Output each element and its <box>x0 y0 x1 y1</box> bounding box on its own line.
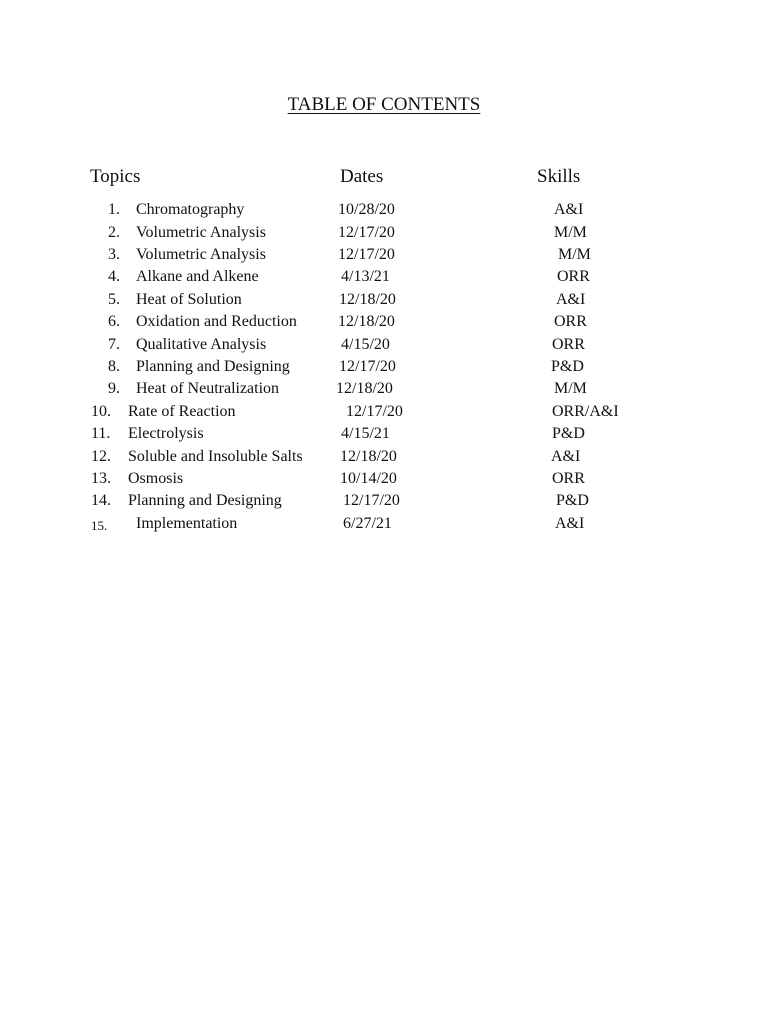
entry-skill: A&I <box>554 201 584 218</box>
entry-skill: P&D <box>556 492 589 509</box>
entry-topic: Osmosis <box>128 470 184 487</box>
entry-number: 6. <box>108 313 120 330</box>
entry-skill: ORR <box>554 313 587 330</box>
entry-topic: Rate of Reaction <box>128 403 236 420</box>
toc-row <box>0 291 768 313</box>
toc-row <box>0 492 768 514</box>
entry-skill: M/M <box>554 380 587 397</box>
entry-skill: A&I <box>556 291 586 308</box>
entry-number: 3. <box>108 246 120 263</box>
toc-row <box>0 246 768 268</box>
toc-row <box>0 380 768 402</box>
toc-row <box>0 358 768 380</box>
toc-row <box>0 336 768 358</box>
entry-skill: ORR/A&I <box>552 403 619 420</box>
entry-date: 12/17/20 <box>338 246 395 263</box>
entry-number: 7. <box>108 336 120 353</box>
entry-topic: Planning and Designing <box>128 492 282 509</box>
entry-date: 10/28/20 <box>338 201 395 218</box>
entry-date: 10/14/20 <box>340 470 397 487</box>
entry-topic: Oxidation and Reduction <box>136 313 297 330</box>
entry-date: 4/15/21 <box>341 425 390 442</box>
entry-date: 12/17/20 <box>339 358 396 375</box>
entry-skill: A&I <box>555 515 585 532</box>
header-topics: Topics <box>90 166 141 187</box>
header-skills: Skills <box>537 166 581 187</box>
entry-topic: Qualitative Analysis <box>136 336 267 353</box>
entry-number: 4. <box>108 268 120 285</box>
entry-skill: ORR <box>552 470 585 487</box>
toc-row <box>0 470 768 492</box>
entry-date: 4/15/20 <box>341 336 390 353</box>
entry-date: 12/17/20 <box>338 224 395 241</box>
toc-row <box>0 313 768 335</box>
entry-topic: Volumetric Analysis <box>136 224 266 241</box>
entry-date: 12/17/20 <box>343 492 400 509</box>
toc-row <box>0 224 768 246</box>
entry-number: 10. <box>91 403 111 420</box>
entry-date: 12/17/20 <box>346 403 403 420</box>
entry-date: 12/18/20 <box>340 448 397 465</box>
entry-date: 12/18/20 <box>339 291 396 308</box>
entry-date: 12/18/20 <box>336 380 393 397</box>
entry-topic: Chromatography <box>136 201 245 218</box>
toc-row <box>0 268 768 290</box>
entry-topic: Soluble and Insoluble Salts <box>128 448 303 465</box>
header-dates: Dates <box>340 166 384 187</box>
toc-row <box>0 448 768 470</box>
toc-row <box>0 425 768 447</box>
entry-date: 6/27/21 <box>343 515 392 532</box>
toc-row <box>0 403 768 425</box>
entry-date: 4/13/21 <box>341 268 390 285</box>
entry-number: 15. <box>91 518 108 533</box>
toc-row <box>0 201 768 223</box>
entry-skill: ORR <box>557 268 590 285</box>
entry-number: 11. <box>91 425 111 442</box>
document-title: TABLE OF CONTENTS <box>287 94 481 115</box>
entry-topic: Implementation <box>136 515 238 532</box>
entry-skill: A&I <box>551 448 581 465</box>
entry-skill: P&D <box>551 358 584 375</box>
entry-number: 1. <box>108 201 120 218</box>
entry-topic: Electrolysis <box>128 425 204 442</box>
entry-skill: M/M <box>554 224 587 241</box>
entry-number: 2. <box>108 224 120 241</box>
entry-skill: M/M <box>558 246 591 263</box>
entry-number: 8. <box>108 358 120 375</box>
entry-number: 5. <box>108 291 120 308</box>
entry-skill: P&D <box>552 425 585 442</box>
entry-topic: Heat of Neutralization <box>136 380 280 397</box>
entry-topic: Heat of Solution <box>136 291 242 308</box>
toc-row <box>0 515 768 537</box>
entry-topic: Planning and Designing <box>136 358 290 375</box>
entry-date: 12/18/20 <box>338 313 395 330</box>
entry-number: 13. <box>91 470 111 487</box>
entry-number: 9. <box>108 380 120 397</box>
entry-topic: Alkane and Alkene <box>136 268 259 285</box>
entry-number: 14. <box>91 492 111 509</box>
entry-number: 12. <box>91 448 111 465</box>
entry-skill: ORR <box>552 336 585 353</box>
entry-topic: Volumetric Analysis <box>136 246 266 263</box>
